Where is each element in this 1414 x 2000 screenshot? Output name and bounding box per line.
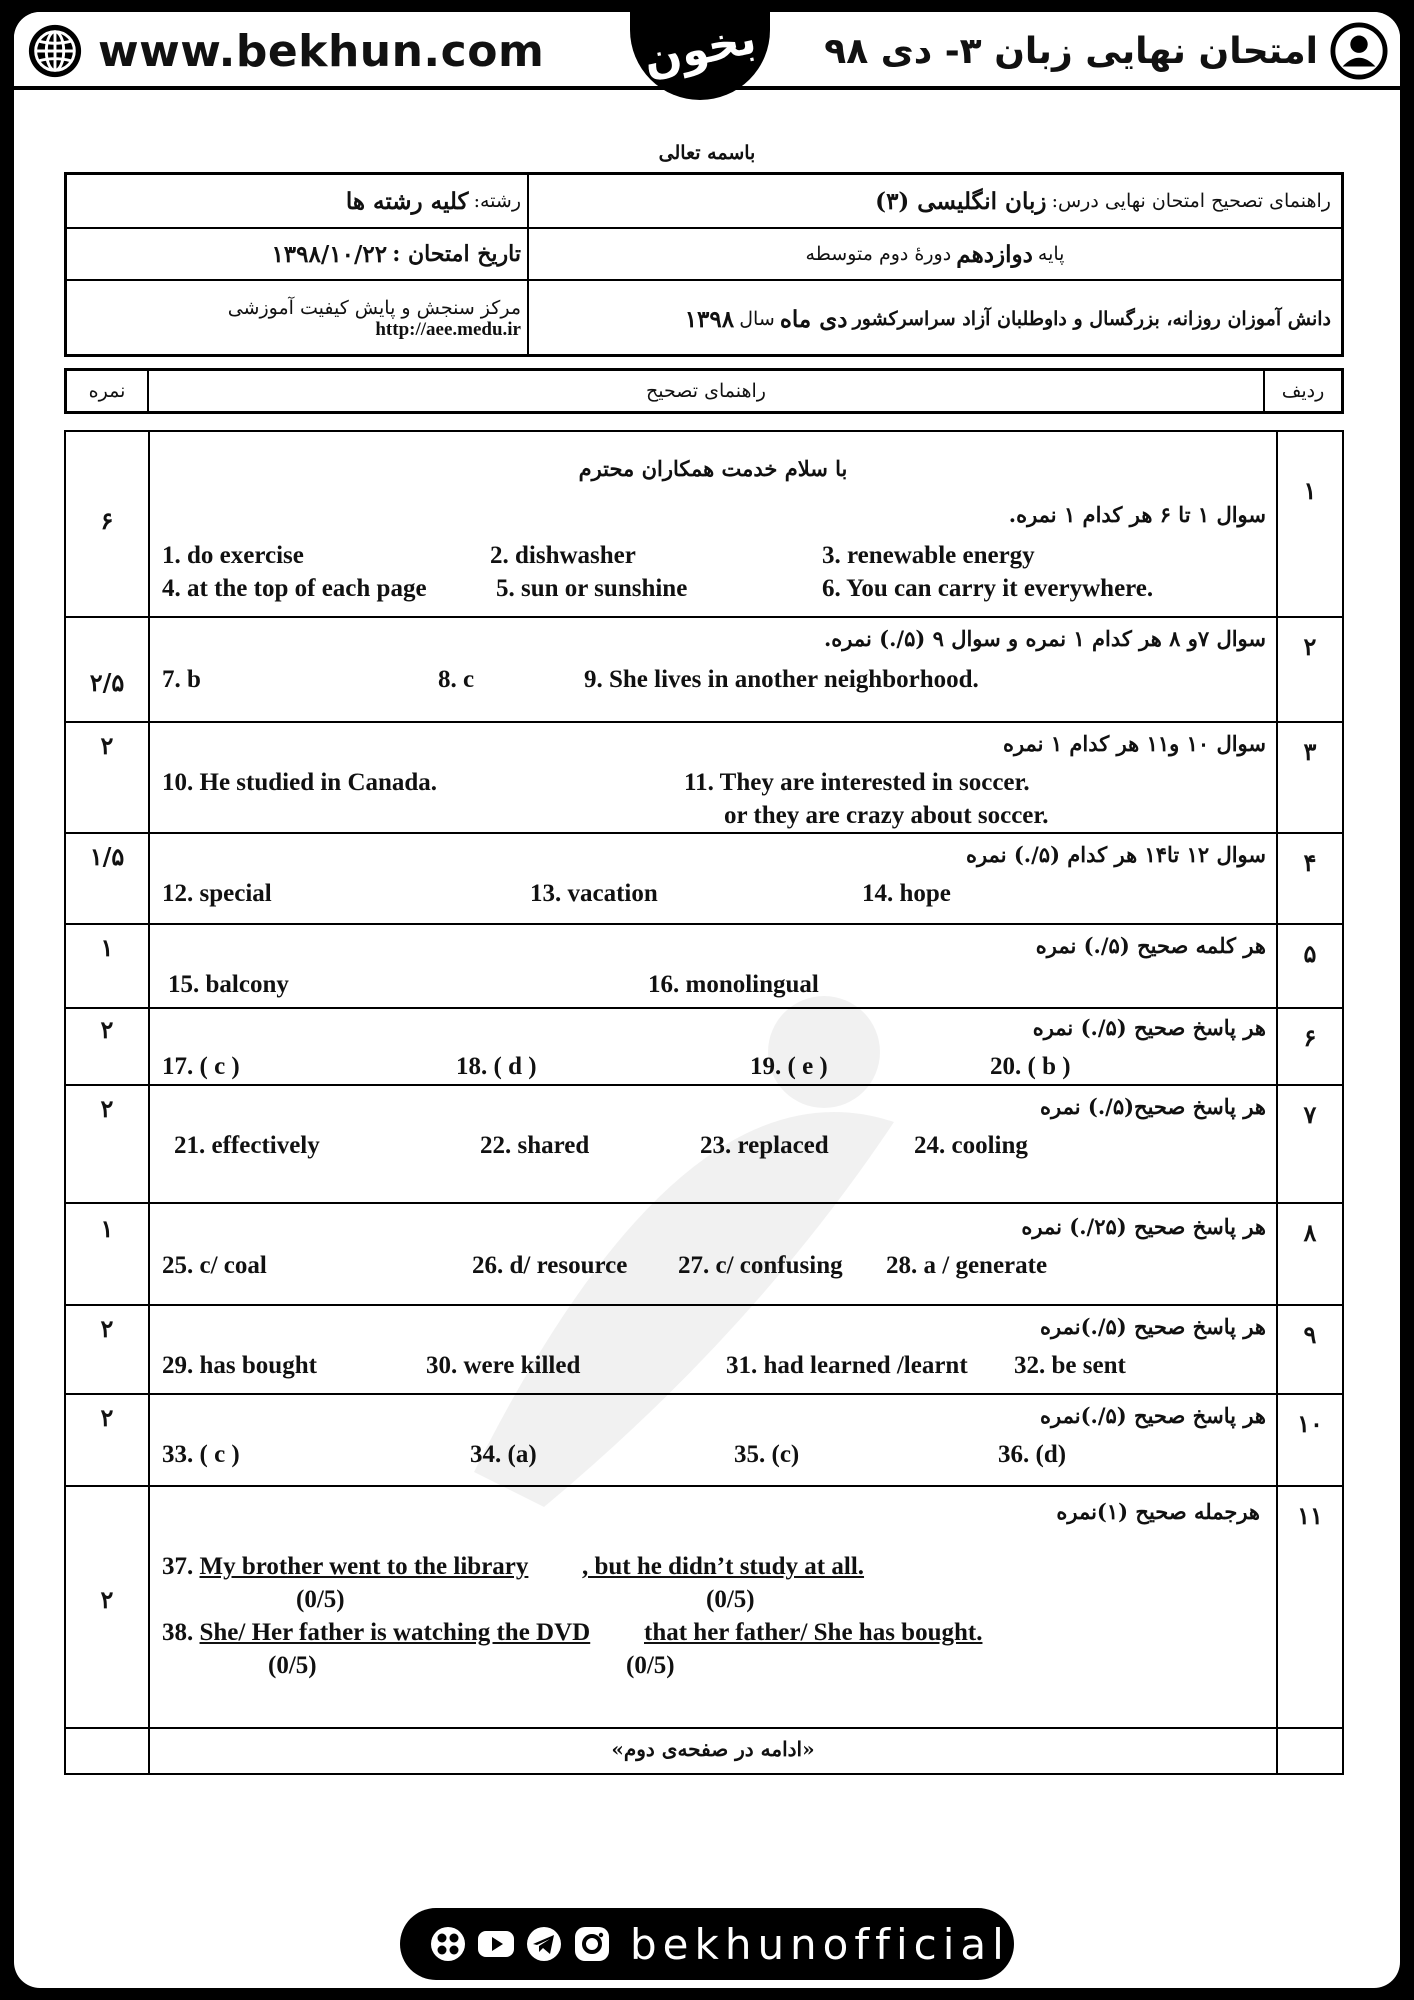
- field-label: رشته:: [473, 190, 521, 212]
- answer: 27. c/ confusing: [678, 1252, 843, 1279]
- site-url[interactable]: www.bekhun.com: [98, 25, 545, 77]
- row-number: ۳: [1276, 723, 1342, 832]
- table-row: [66, 1306, 1342, 1395]
- answer: 32. be sent: [1014, 1352, 1126, 1379]
- center-url[interactable]: http://aee.medu.ir: [375, 319, 521, 340]
- row-instruction: هر پاسخ صحیح (۲۵/.) نمره: [1021, 1214, 1266, 1239]
- answer: 25. c/ coal: [162, 1252, 267, 1279]
- students-text: دانش آموزان روزانه، بزرگسال و داوطلبان آزاد سراسرکشور: [852, 308, 1331, 330]
- answer: 9. She lives in another neighborhood.: [584, 666, 979, 693]
- answer: 15. balcony: [168, 971, 289, 998]
- answer: 36. (d): [998, 1441, 1067, 1468]
- globe-icon: [26, 22, 84, 80]
- user-icon: [1330, 22, 1388, 80]
- answer-38-part-b: that her father/ She has bought.: [644, 1619, 983, 1646]
- table-row: [66, 723, 1342, 834]
- answer: 21. effectively: [174, 1132, 320, 1159]
- page-title: [824, 22, 1388, 80]
- page: [14, 12, 1400, 1988]
- social-footer: [400, 1908, 1014, 1980]
- row-instruction: هر پاسخ صحیح (۵/.)نمره: [1040, 1314, 1266, 1339]
- row-number: ۶: [1276, 1009, 1342, 1084]
- col-score: نمره: [67, 371, 149, 411]
- table-row: [66, 1487, 1342, 1729]
- table-row: [66, 1204, 1342, 1306]
- row-instruction: هر کلمه صحیح (۵/.) نمره: [1035, 933, 1266, 958]
- year-value: ۱۳۹۸: [684, 305, 735, 333]
- row-score: ۲: [66, 1487, 150, 1727]
- answer: 28. a / generate: [886, 1252, 1048, 1279]
- col-guide: راهنمای تصحیح: [646, 380, 766, 402]
- telegram-icon[interactable]: [524, 1924, 564, 1964]
- row-instruction: هر پاسخ صحیح (۵/.)نمره: [1040, 1403, 1266, 1428]
- answer: 24. cooling: [914, 1132, 1028, 1159]
- date-value: ۱۳۹۸/۱۰/۲۲: [271, 240, 388, 268]
- answer: 1. do exercise: [162, 542, 304, 569]
- answer: 23. replaced: [700, 1132, 829, 1159]
- row-instruction: سوال ۱ تا ۶ هر کدام ۱ نمره.: [1008, 502, 1266, 527]
- answer: 31. had learned /learnt: [726, 1352, 968, 1379]
- answer: 17. ( c ): [162, 1053, 240, 1080]
- row-score: ۲: [66, 1086, 150, 1202]
- answer-37-part-a: My brother went to the library: [199, 1553, 529, 1580]
- course-label: راهنمای تصحیح امتحان نهایی درس:: [1051, 190, 1331, 212]
- part-score: (0/5): [626, 1652, 675, 1679]
- row-score: ۲: [66, 723, 150, 832]
- continue-note: «ادامه در صفحه‌ی دوم»: [611, 1737, 815, 1761]
- answer: 3. renewable energy: [822, 542, 1035, 569]
- row-score: ۲: [66, 1395, 150, 1485]
- table-row: [66, 432, 1342, 618]
- answer-37: [162, 1553, 528, 1581]
- center-name: مرکز سنجش و پایش کیفیت آموزشی: [227, 297, 521, 319]
- answer: 13. vacation: [530, 880, 658, 907]
- answer: 5. sun or sunshine: [496, 575, 688, 602]
- col-row: ردیف: [1263, 371, 1341, 411]
- answer: 20. ( b ): [990, 1053, 1071, 1080]
- column-headers: [64, 368, 1344, 414]
- answer: 26. d/ resource: [472, 1252, 628, 1279]
- answer: 16. monolingual: [648, 971, 819, 998]
- aparat-icon[interactable]: [428, 1924, 468, 1964]
- row-number: ۹: [1276, 1306, 1342, 1393]
- table-row: [66, 834, 1342, 925]
- table-row: [66, 1086, 1342, 1204]
- course-name: زبان انگلیسی (۳): [875, 187, 1047, 215]
- answer: 12. special: [162, 880, 272, 907]
- part-score: (0/5): [268, 1652, 317, 1679]
- row-instruction: سوال ۱۰ و۱۱ هر کدام ۱ نمره: [1002, 731, 1266, 756]
- row-instruction: سوال ۷و ۸ هر کدام ۱ نمره و سوال ۹ (۵/.) نمره.: [823, 626, 1266, 651]
- answer: 30. were killed: [426, 1352, 581, 1379]
- info-row-students: [67, 281, 1341, 357]
- answer: 29. has bought: [162, 1352, 317, 1379]
- field-value: کلیه رشته ها: [345, 187, 469, 215]
- row-instruction: هرجمله صحیح (۱)نمره: [1056, 1499, 1260, 1524]
- row-score: ۲: [66, 1009, 150, 1084]
- row-score: ۲/۵: [66, 618, 150, 721]
- row-number: ۲: [1276, 618, 1342, 721]
- row-score: ۱: [66, 925, 150, 1007]
- row-number: ۸: [1276, 1204, 1342, 1304]
- year-label: سال: [739, 308, 775, 330]
- brand-logo-text: بخون: [639, 12, 761, 86]
- answer: 11. They are interested in soccer.: [684, 769, 1030, 796]
- answer-38-number: 38.: [162, 1619, 194, 1646]
- answer: 22. shared: [480, 1132, 590, 1159]
- grade-prefix: پایه: [1037, 243, 1065, 265]
- instagram-icon[interactable]: [572, 1924, 612, 1964]
- answer: 8. c: [438, 666, 475, 693]
- exam-info-box: [64, 172, 1344, 357]
- info-row-grade: [67, 229, 1341, 281]
- answer: 14. hope: [862, 880, 951, 907]
- basmala: باسمه تعالی: [658, 142, 756, 164]
- table-row: [66, 1395, 1342, 1487]
- greeting: با سلام خدمت همکاران محترم: [578, 456, 848, 481]
- row-score: ۲: [66, 1306, 150, 1393]
- row-number: ۴: [1276, 834, 1342, 923]
- part-score: (0/5): [296, 1586, 345, 1613]
- row-instruction: سوال ۱۲ تا۱۴ هر کدام (۵/.) نمره: [965, 842, 1266, 867]
- row-score: ۱: [66, 1204, 150, 1304]
- answer: 19. ( e ): [750, 1053, 828, 1080]
- social-handle[interactable]: bekhunofficial: [630, 1919, 1010, 1969]
- answer-38: [162, 1619, 590, 1647]
- answer: 33. ( c ): [162, 1441, 240, 1468]
- row-number: ۱: [1276, 432, 1342, 616]
- answer: 6. You can carry it everywhere.: [822, 575, 1154, 602]
- answer: 7. b: [162, 666, 201, 693]
- row-number: ۷: [1276, 1086, 1342, 1202]
- row-score: ۶: [66, 432, 150, 616]
- grade-value: دوازدهم: [956, 240, 1033, 268]
- answer-table: [64, 430, 1344, 1775]
- date-label: تاریخ امتحان :: [392, 241, 521, 267]
- continue-row: [66, 1729, 1342, 1773]
- table-row: [66, 618, 1342, 723]
- header-bar: [14, 12, 1400, 90]
- table-row: [66, 1009, 1342, 1086]
- answer: 2. dishwasher: [490, 542, 636, 569]
- youtube-icon[interactable]: [476, 1924, 516, 1964]
- site-link[interactable]: [26, 22, 544, 80]
- row-number: ۱۱: [1276, 1487, 1342, 1727]
- row-number: ۱۰: [1276, 1395, 1342, 1485]
- row-number: ۵: [1276, 925, 1342, 1007]
- row-instruction: هر پاسخ صحیح(۵/.) نمره: [1040, 1094, 1266, 1119]
- row-score: ۱/۵: [66, 834, 150, 923]
- answer: 34. (a): [470, 1441, 537, 1468]
- brand-logo: [630, 12, 770, 100]
- info-row-course: [67, 175, 1341, 229]
- grade-suffix: دورهٔ دوم متوسطه: [805, 243, 952, 265]
- row-instruction: هر پاسخ صحیح (۵/.) نمره: [1032, 1015, 1266, 1040]
- answer-38-part-a: She/ Her father is watching the DVD: [199, 1619, 591, 1646]
- answer: 4. at the top of each page: [162, 575, 427, 602]
- answer: 35. (c): [734, 1441, 800, 1468]
- answer-37-number: 37.: [162, 1553, 194, 1580]
- part-score: (0/5): [706, 1586, 755, 1613]
- answer: 10. He studied in Canada.: [162, 769, 438, 796]
- exam-title: امتحان نهایی زبان ۳- دی ۹۸: [824, 30, 1318, 72]
- answer: or they are crazy about soccer.: [724, 802, 1049, 829]
- answer: 18. ( d ): [456, 1053, 537, 1080]
- exam-month: دی ماه: [779, 305, 848, 333]
- answer-37-part-b: , but he didn’t study at all.: [582, 1553, 865, 1580]
- table-row: [66, 925, 1342, 1009]
